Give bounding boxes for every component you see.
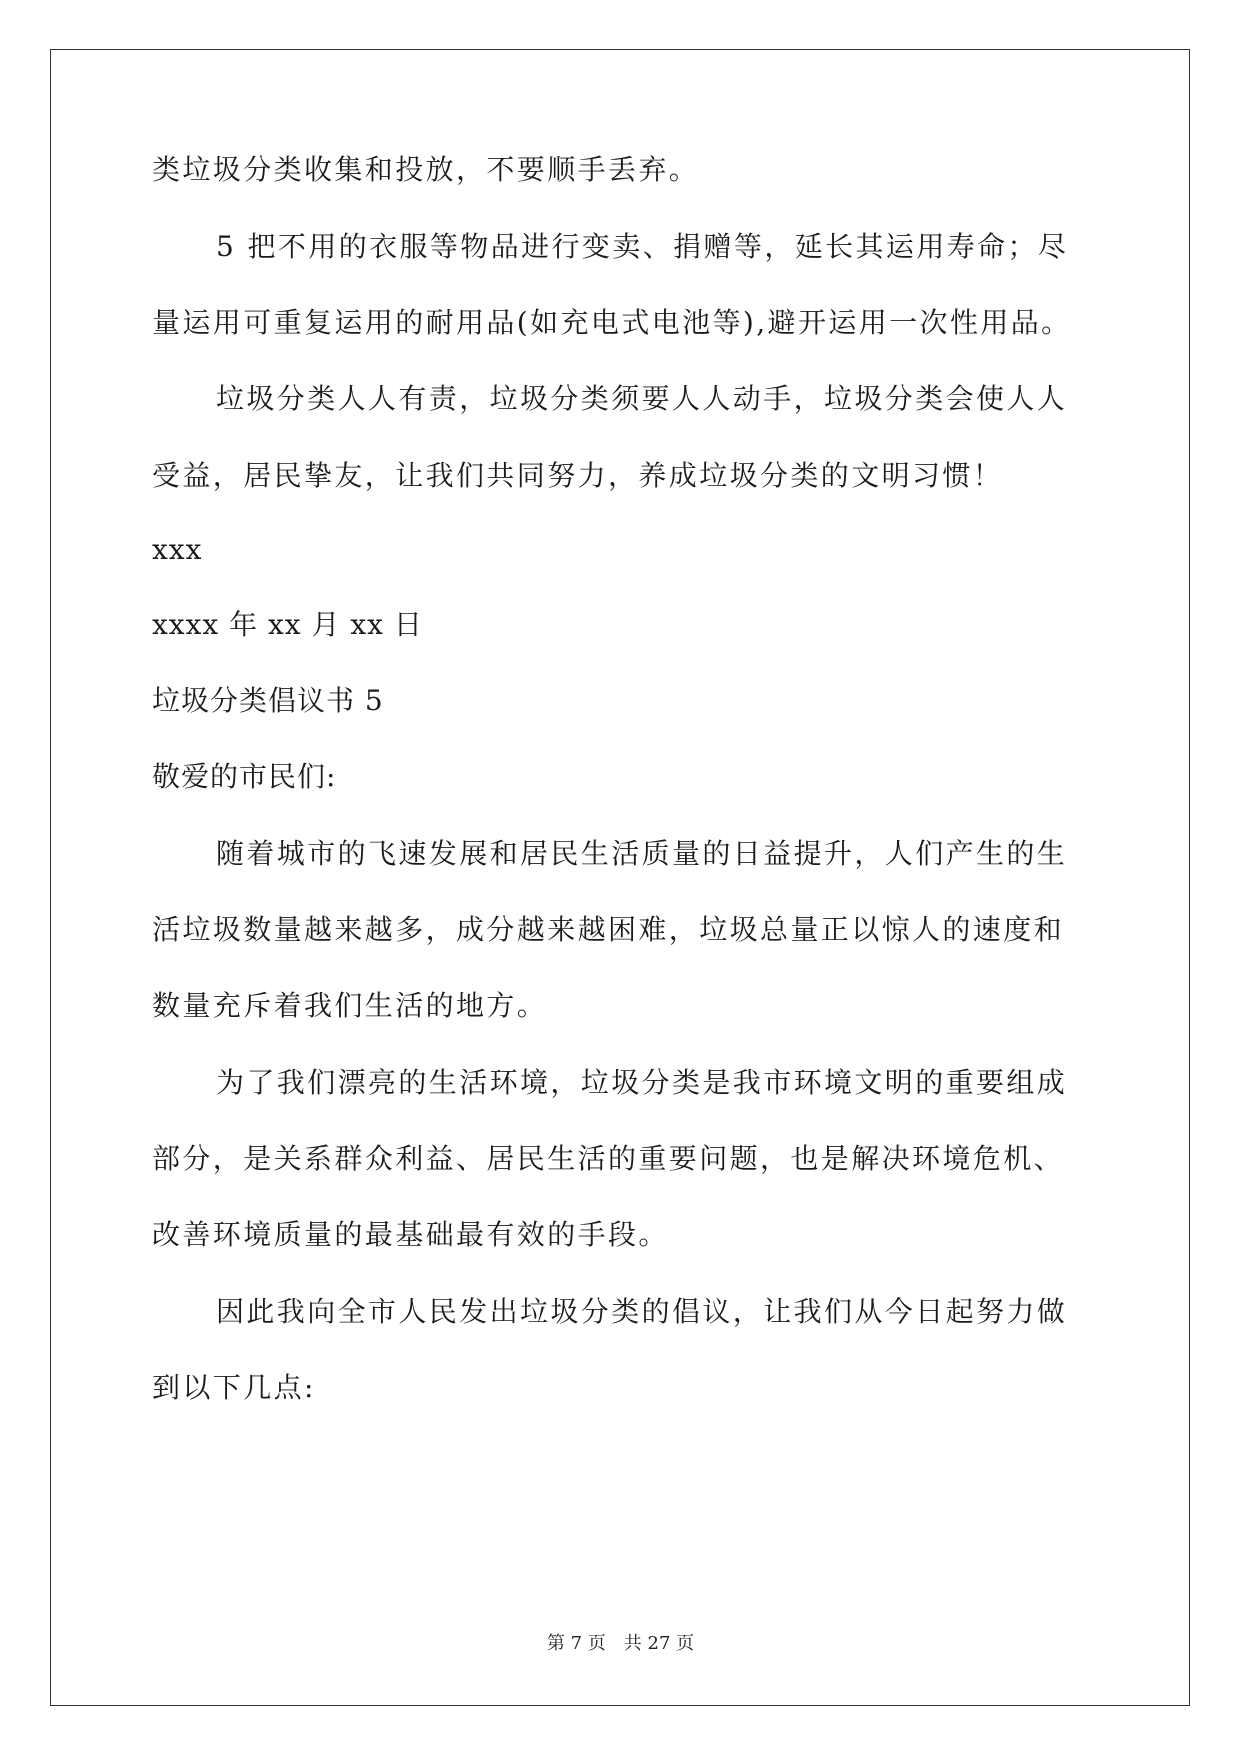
paragraph-line: 5 把不用的衣服等物品进行变卖、捐赠等，延长其运用寿命；尽 (216, 230, 1069, 263)
salutation: 敬爱的市民们: (152, 760, 337, 793)
section-title: 垃圾分类倡议书 5 (152, 684, 384, 717)
paragraph-line: 量运用可重复运用的耐用品(如充电式电池等),避开运用一次性用品。 (152, 306, 1072, 339)
paragraph-line: 部分，是关系群众利益、居民生活的重要问题，也是解决环境危机、 (152, 1142, 1065, 1175)
paragraph-line: 活垃圾数量越来越多，成分越来越困难，垃圾总量正以惊人的速度和 (152, 913, 1065, 946)
paragraph-line: 改善环境质量的最基础最有效的手段。 (152, 1218, 669, 1251)
paragraph-line: 类垃圾分类收集和投放，不要顺手丢弃。 (152, 153, 700, 186)
paragraph-line: 随着城市的飞速发展和居民生活质量的日益提升，人们产生的生 (216, 837, 1068, 870)
paragraph-line: 数量充斥着我们生活的地方。 (152, 989, 548, 1022)
signature-name: xxx (152, 533, 203, 566)
page-number: 第 7 页 共 27 页 (546, 1633, 695, 1654)
page-border (50, 49, 1190, 1706)
paragraph-line: 因此我向全市人民发出垃圾分类的倡议，让我们从今日起努力做 (216, 1295, 1068, 1328)
paragraph-line: 为了我们漂亮的生活环境，垃圾分类是我市环境文明的重要组成 (216, 1066, 1068, 1099)
signature-date: xxxx 年 xx 月 xx 日 (152, 608, 423, 641)
paragraph-line: 垃圾分类人人有责，垃圾分类须要人人动手，垃圾分类会使人人 (216, 382, 1068, 415)
paragraph-line: 受益，居民挚友，让我们共同努力，养成垃圾分类的文明习惯！ (152, 459, 1004, 492)
paragraph-line: 到以下几点: (152, 1371, 316, 1404)
